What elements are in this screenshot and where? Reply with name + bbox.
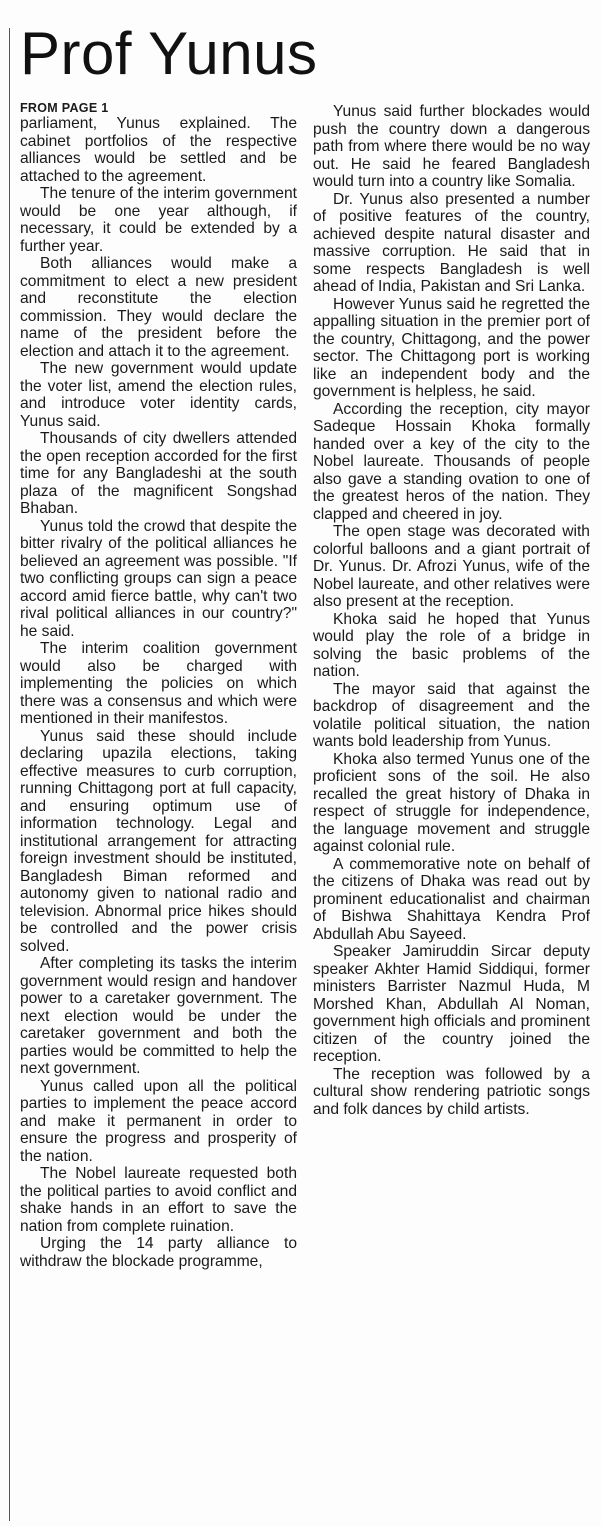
paragraph: Yunus said these should include declaring upazila elections, taking effective measures to curb corruption, running Chittagong port at full capacity, and ensuring optimum use of information technology. Legal and institutional arrangement for attracting foreign investment should be instituted, Bangladesh Biman reformed and autonomy given to national radio and television. Abnormal price hikes should be controlled and the power crisis solved. — [20, 727, 297, 955]
paragraph: Thousands of city dwellers attended the open reception accorded for the first time for any Bangladeshi at the south plaza of the magnificent Songshad Bhaban. — [20, 430, 297, 517]
paragraph: Yunus told the crowd that despite the bitter rivalry of the political alliances he believed an agreement was possible. "If two conflicting groups can sign a peace accord amid fierce battle, why can't two rival political alliances in our country?" he said. — [20, 517, 297, 640]
headline: Prof Yunus — [20, 20, 318, 87]
paragraph: The new government would update the voter list, amend the election rules, and introduce voter identity cards, Yunus said. — [20, 360, 297, 430]
paragraph: According the reception, city mayor Sadeque Hossain Khoka formally handed over a key of the city to the Nobel laureate. Thousands of people also gave a standing ovation to one of the greatest heros of the nation. They clapped and cheered in joy. — [313, 400, 590, 523]
column-rule — [9, 28, 10, 1521]
paragraph: After completing its tasks the interim government would resign and handover power to a caretaker government. The next election would be under the caretaker government and both the parties would be committed to help the next government. — [20, 955, 297, 1077]
paragraph: The tenure of the interim government would be one year although, if necessary, it could be extended by a further year. — [20, 185, 297, 255]
paragraph: Both alliances would make a commitment to elect a new president and reconstitute the election commission. They would declare the name of the president before the election and attach it to the agreement. — [20, 255, 297, 360]
paragraph: parliament, Yunus explained. The cabinet portfolios of the respective alliances would be settled and be attached to the agreement. — [20, 115, 297, 185]
paragraph: The reception was followed by a cultural show rendering patriotic songs and folk dances by child artists. — [313, 1065, 590, 1118]
paragraph: Dr. Yunus also presented a number of positive features of the country, achieved despite natural disaster and massive corruption. He said that in some respects Bangladesh is well ahead of India, Pakistan and Sri Lanka. — [313, 190, 590, 295]
paragraph: The Nobel laureate requested both the political parties to avoid conflict and shake hands in an effort to save the nation from complete ruination. — [20, 1165, 297, 1235]
article-column-left — [20, 101, 297, 1270]
paragraph: Yunus said further blockades would push the country down a dangerous path from where there would be no way out. He said he feared Bangladesh would turn into a country like Somalia. — [313, 103, 590, 190]
dateline: FROM PAGE 1 — [20, 101, 109, 115]
article-column-right — [313, 103, 590, 1118]
paragraph: Khoka also termed Yunus one of the proficient sons of the soil. He also recalled the great history of Dhaka in respect of struggle for independence, the language movement and struggle against colonial rule. — [313, 750, 590, 855]
paragraph: Khoka said he hoped that Yunus would play the role of a bridge in solving the basic problems of the nation. — [313, 610, 590, 680]
paragraph: However Yunus said he regretted the appalling situation in the premier port of the country, Chittagong, and the power sector. The Chittagong port is working like an independent body and the government is helpless, he said. — [313, 295, 590, 400]
paragraph: Yunus called upon all the political parties to implement the peace accord and make it permanent in order to ensure the progress and prosperity of the nation. — [20, 1077, 297, 1165]
paragraph: Speaker Jamiruddin Sircar deputy speaker Akhter Hamid Siddiqui, former ministers Barrister Nazmul Huda, M Morshed Khan, Abdullah Al Noman, government high officials and prominent citizen of the country joined the reception. — [313, 943, 590, 1065]
paragraph: Urging the 14 party alliance to withdraw the blockade programme, — [20, 1235, 297, 1270]
paragraph: A commemorative note on behalf of the citizens of Dhaka was read out by prominent educationalist and chairman of Bishwa Shahittaya Kendra Prof Abdullah Abu Sayeed. — [313, 855, 590, 943]
paragraph: The interim coalition government would also be charged with implementing the policies on which there was a consensus and which were mentioned in their manifestos. — [20, 640, 297, 727]
paragraph: The open stage was decorated with colorful balloons and a giant portrait of Dr. Yunus. Dr. Afrozi Yunus, wife of the Nobel laureate, and other relatives were also present at the reception. — [313, 523, 590, 610]
paragraph: The mayor said that against the backdrop of disagreement and the volatile political situation, the nation wants bold leadership from Yunus. — [313, 680, 590, 750]
